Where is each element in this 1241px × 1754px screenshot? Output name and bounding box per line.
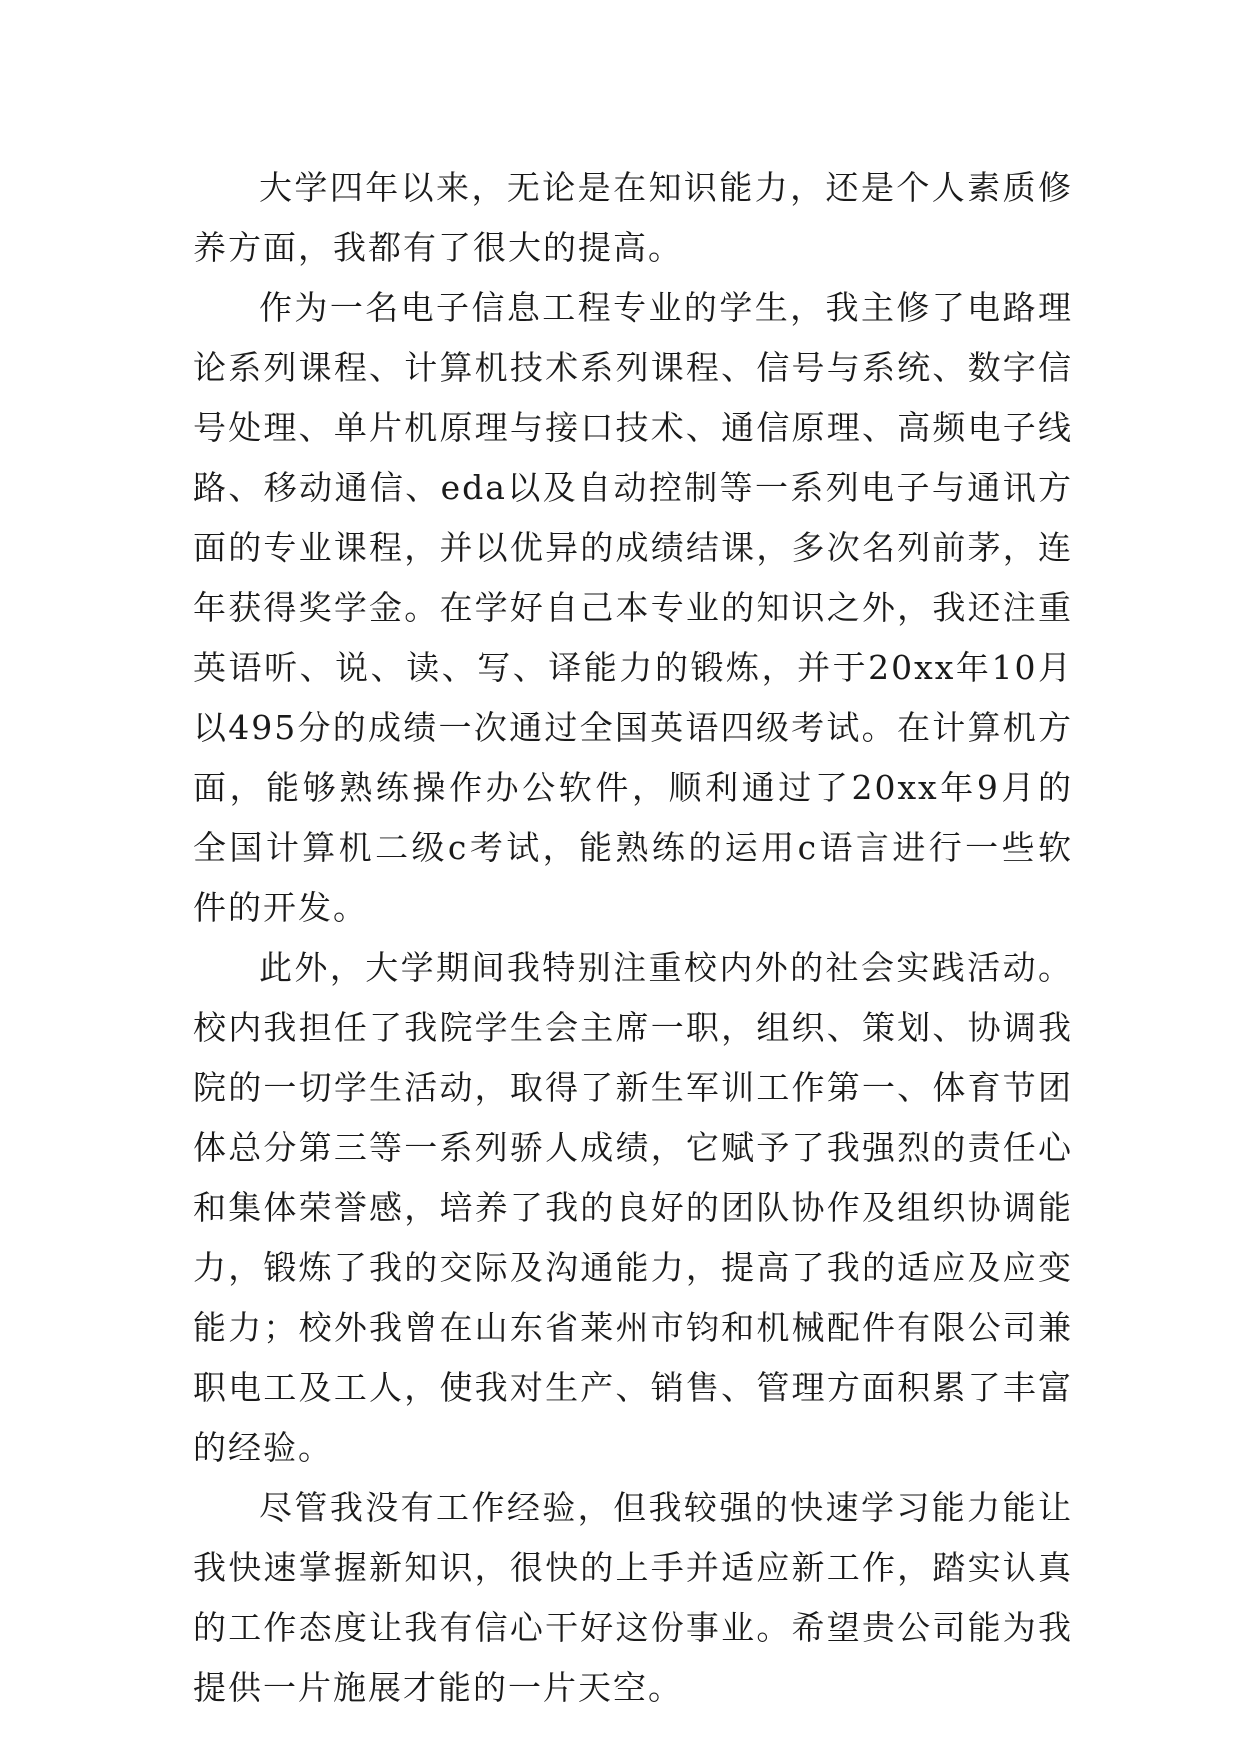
paragraph-activities: 此外，大学期间我特别注重校内外的社会实践活动。校内我担任了我院学生会主席一职，组织、策划、协调我院的一切学生活动，取得了新生军训工作第一、体育节团体总分第三等一系列骄人成绩，它赋予了我强烈的责任心和集体荣誉感，培养了我的良好的团队协作及组织协调能力，锻炼了我的交际及沟通能力，提高了我的适应及应变能力；校外我曾在山东省莱州市钧和机械配件有限公司兼职电工及工人，使我对生产、销售、管理方面积累了丰富的经验。 [193, 948, 1073, 1467]
paragraph-intro: 大学四年以来，无论是在知识能力，还是个人素质修养方面，我都有了很大的提高。 [193, 168, 1073, 267]
paragraph-studies: 作为一名电子信息工程专业的学生，我主修了电路理论系列课程、计算机技术系列课程、信号与系统、数字信号处理、单片机原理与接口技术、通信原理、高频电子线路、移动通信、eda以及自动控制等一系列电子与通讯方面的专业课程，并以优异的成绩结课，多次名列前茅，连年获得奖学金。在学好自己本专业的知识之外，我还注重英语听、说、读、写、译能力的锻炼，并于20xx年10月以495分的成绩一次通过全国英语四级考试。在计算机方面，能够熟练操作办公软件，顺利通过了20xx年9月的全国计算机二级c考试，能熟练的运用c语言进行一些软件的开发。 [193, 288, 1073, 927]
paragraph-closing: 尽管我没有工作经验，但我较强的快速学习能力能让我快速掌握新知识，很快的上手并适应新工作，踏实认真的工作态度让我有信心干好这份事业。希望贵公司能为我提供一片施展才能的一片天空。 [193, 1488, 1073, 1707]
document-body [193, 158, 1073, 1718]
